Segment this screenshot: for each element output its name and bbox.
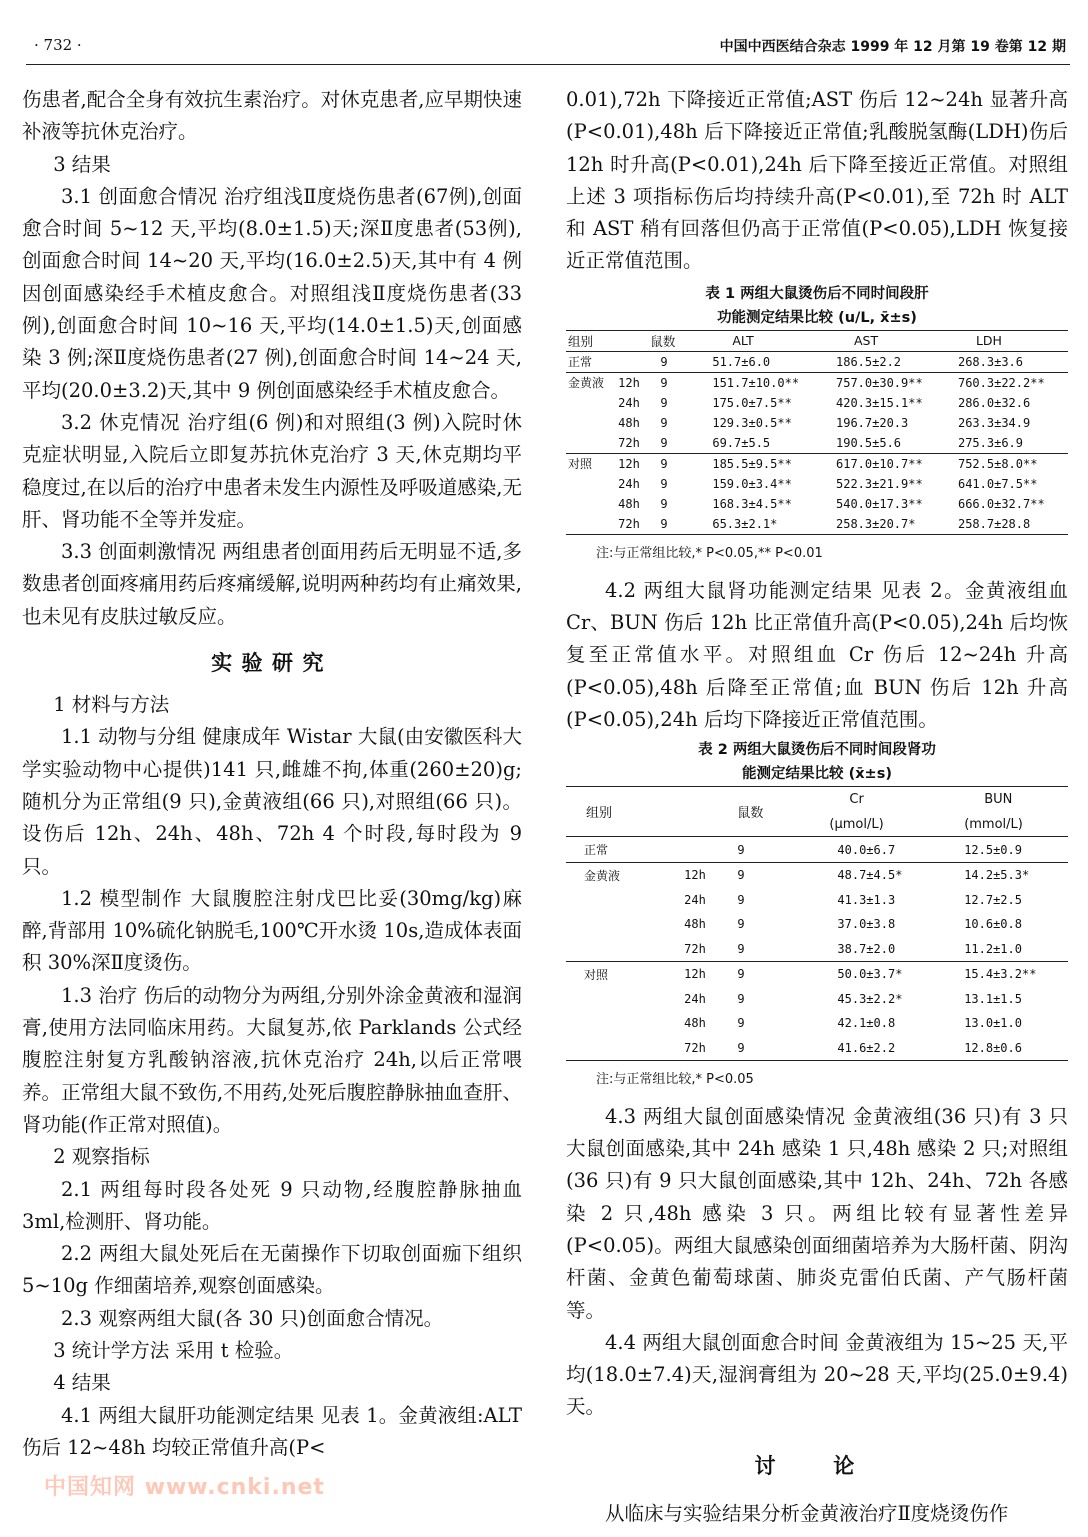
table-cell: 185.5±9.5**	[692, 453, 824, 474]
table-cell	[566, 393, 616, 413]
table-cell	[566, 494, 616, 514]
table-cell: 正常	[584, 843, 609, 858]
table-cell: 72h	[682, 1035, 735, 1060]
table-cell: 752.5±8.0**	[946, 453, 1068, 474]
table-row	[566, 887, 1068, 912]
table-cell	[566, 474, 616, 494]
cnki-watermark: 中国知网 www.cnki.net	[44, 1475, 325, 1500]
table-cell: 9	[648, 514, 692, 535]
table-cell: 258.7±28.8	[946, 514, 1068, 535]
table-header: 鼠数	[648, 330, 692, 351]
table-row	[566, 393, 1068, 413]
table-cell: 9	[737, 892, 745, 907]
table-row	[566, 912, 1068, 937]
table-cell: 13.0±1.0	[964, 1016, 1022, 1031]
table-cell: 540.0±17.3**	[836, 496, 923, 511]
table-cell: 金黄液	[566, 862, 682, 887]
table-kidney-function	[566, 786, 1068, 1061]
table-cell: 186.5±2.2	[836, 354, 902, 369]
table-cell: 65.3±2.1*	[692, 514, 824, 535]
heading-methods: 1 材料与方法	[53, 693, 170, 717]
paragraph-discussion: 从临床与实验结果分析金黄液治疗Ⅱ度烧烫伤作	[605, 1501, 1009, 1525]
table-cell: 11.2±1.0	[964, 941, 1022, 956]
table-cell	[566, 887, 682, 912]
table-cell: 263.3±34.9	[957, 415, 1031, 430]
table-row	[566, 453, 1068, 474]
table-row	[566, 372, 1068, 393]
table-cell: 286.0±32.6	[957, 395, 1031, 410]
table-cell: 9	[660, 476, 668, 491]
table-cell	[566, 1035, 682, 1060]
table-cell: 12h	[682, 862, 735, 887]
table1-caption-line1: 表 1 两组大鼠烫伤后不同时间段肝	[705, 285, 929, 302]
section-heading-results: 3 结果	[53, 152, 111, 176]
table-cell: 9	[735, 961, 799, 986]
table-cell: 38.7±2.0	[837, 941, 896, 956]
page-number: · 732 ·	[34, 36, 82, 54]
table-unit: (mmol/L)	[934, 812, 1068, 837]
table-row	[566, 494, 1068, 514]
table-cell: 72h	[616, 514, 648, 535]
table-cell: 48h	[684, 1016, 706, 1031]
table-cell: 10.6±0.8	[964, 917, 1022, 932]
paragraph-4-2: 4.2 两组大鼠肾功能测定结果 见表 2。金黄液组血 Cr、BUN 伤后 12h 比正常值升高(P<0.05),24h 后均恢复至正常值水平。对照组血 Cr 伤后 12~24h 升高(P<0.05),48h 后降至正常值;血 BUN 伤后 12h 升高(P<0.05),24h 后均下降接近正常值范围。	[566, 578, 1068, 731]
table-cell: 129.3±0.5**	[712, 415, 792, 430]
table-cell: 9	[660, 435, 668, 450]
table-row	[566, 514, 1068, 535]
table-cell: 41.6±2.2	[799, 1035, 934, 1060]
table-cell: 24h	[618, 476, 640, 491]
table-row	[566, 1035, 1068, 1060]
table-row	[566, 1011, 1068, 1036]
table2-note: 注:与正常组比较,* P<0.05	[596, 1071, 754, 1087]
table-cell: 14.2±5.3*	[934, 862, 1068, 887]
table-cell: 金黄液	[566, 372, 616, 393]
table-cell: 9	[737, 991, 745, 1006]
table-cell: 159.0±3.4**	[712, 476, 792, 491]
heading-observation: 2 观察指标	[53, 1145, 150, 1169]
table-header: 鼠数	[735, 787, 799, 837]
table-cell: 12.8±0.6	[934, 1035, 1068, 1060]
table1-caption-line2: 功能测定结果比较 (u/L, x̄±s)	[717, 309, 917, 326]
table-cell: 50.0±3.7*	[799, 961, 934, 986]
table-cell: 12h	[616, 372, 648, 393]
table-cell: 190.5±5.6	[836, 435, 902, 450]
table-cell: 40.0±6.7	[837, 842, 896, 857]
table-row	[566, 433, 1068, 454]
table-cell: 9	[737, 941, 745, 956]
table-cell: 对照	[566, 961, 682, 986]
paragraph-1-1: 1.1 动物与分组 健康成年 Wistar 大鼠(由安徽医科大学实验动物中心提供)141 只,雌雄不拘,体重(260±20)g;随机分为正常组(9 只),金黄液组(66 只),对照组(66 只)。设伤后 12h、24h、48h、72h 4 个时段,每时段为 9 只。	[22, 725, 522, 878]
table-cell: 24h	[684, 892, 706, 907]
table-cell: 对照	[566, 453, 616, 474]
table2-caption-line2: 能测定结果比较 (x̄±s)	[742, 766, 892, 783]
table-cell: 48h	[618, 496, 640, 511]
table-cell: 正常	[568, 355, 593, 370]
table-cell: 72h	[618, 435, 640, 450]
journal-citation: 中国中西医结合杂志 1999 年 12 月第 19 卷第 12 期	[719, 39, 1066, 55]
table-cell: 12h	[616, 453, 648, 474]
paragraph-4-3: 4.3 两组大鼠创面感染情况 金黄液组(36 只)有 3 只大鼠创面感染,其中 24h 感染 1 只,48h 感染 2 只;对照组(36 只)有 9 只大鼠创面感染,其中 12h、24h、72h 各感染 2 只,48h 感染 3 只。两组比较有显著性差异(P<0.05)。两组大鼠感染创面细菌培养为大肠杆菌、阴沟杆菌、金黄色葡萄球菌、肺炎克雷伯氏菌、产气肠杆菌等。	[566, 1104, 1068, 1322]
table-cell: 48h	[618, 415, 640, 430]
table-header: ALT	[692, 330, 824, 351]
left-column	[22, 84, 522, 1464]
table-liver-function	[566, 330, 1068, 535]
table-header: Cr	[799, 787, 934, 812]
table-cell: 760.3±22.2**	[946, 372, 1068, 393]
table-cell: 72h	[684, 941, 706, 956]
table-row	[566, 936, 1068, 961]
paragraph-2-2: 2.2 两组大鼠处死后在无菌操作下切取创面痂下组织 5~10g 作细菌培养,观察创面感染。	[22, 1242, 522, 1298]
table-row	[566, 862, 1068, 887]
table-cell: 69.7±5.5	[712, 435, 771, 450]
table-cell: 258.3±20.7*	[824, 514, 946, 535]
table-cell: 37.0±3.8	[837, 917, 896, 932]
table-cell: 41.3±1.3	[837, 892, 896, 907]
table-cell: 12h	[682, 961, 735, 986]
table-cell: 9	[660, 354, 668, 369]
table-cell: 24h	[618, 395, 640, 410]
table-row	[566, 474, 1068, 494]
table-cell	[616, 351, 648, 372]
table-cell: 42.1±0.8	[837, 1016, 896, 1031]
paragraph-3-2: 3.2 休克情况 治疗组(6 例)和对照组(3 例)入院时休克症状明显,入院后立即复苏抗休克治疗 3 天,休克期均平稳度过,在以后的治疗中患者未发生内源性及呼吸道感染,无肝、肾功能不全等并发症。	[22, 410, 522, 531]
paragraph-3-3: 3.3 创面刺激情况 两组患者创面用药后无明显不适,多数患者创面疼痛用药后疼痛缓解,说明两种药均有止痛效果,也未见有皮肤过敏反应。	[22, 540, 522, 628]
table-cell	[682, 837, 735, 863]
paragraph-2-3: 2.3 观察两组大鼠(各 30 只)创面愈合情况。	[61, 1306, 444, 1330]
table-header: 组别	[566, 330, 648, 351]
table1-note: 注:与正常组比较,* P<0.05,** P<0.01	[596, 545, 823, 561]
table-cell: 522.3±21.9**	[836, 476, 923, 491]
table-cell: 9	[648, 453, 692, 474]
table-cell: 9	[737, 1016, 745, 1031]
table-cell: 51.7±6.0	[712, 354, 771, 369]
heading-results-4: 4 结果	[53, 1371, 111, 1395]
table-cell: 168.3±4.5**	[712, 496, 792, 511]
header-rule	[26, 64, 1070, 65]
table-cell: 175.0±7.5**	[712, 395, 792, 410]
section-title-experiment: 实验研究	[211, 651, 333, 676]
table-cell: 9	[735, 862, 799, 887]
table-row	[566, 351, 1068, 372]
table2-caption-line1: 表 2 两组大鼠烫伤后不同时间段肾功	[698, 742, 936, 759]
table-cell: 24h	[684, 991, 706, 1006]
table-cell: 9	[648, 372, 692, 393]
table-header: LDH	[946, 330, 1068, 351]
section-title-discussion: 讨 论	[754, 1453, 880, 1478]
paragraph-1-3: 1.3 治疗 伤后的动物分为两组,分别外涂金黄液和湿润膏,使用方法同临床用药。大鼠复苏,依 Parklands 公式经腹腔注射复方乳酸钠溶液,抗休克治疗 24h,以后正常喂养。正常组大鼠不致伤,不用药,处死后腹腔静脉抽血查肝、肾功能(作正常对照值)。	[22, 983, 522, 1136]
right-column	[566, 84, 1068, 1530]
table-row	[566, 986, 1068, 1011]
table-header: 组别	[566, 787, 735, 837]
table-cell: 275.3±6.9	[957, 435, 1023, 450]
table-cell: 48h	[684, 917, 706, 932]
table-cell	[566, 433, 616, 454]
paragraph-3-1: 3.1 创面愈合情况 治疗组浅Ⅱ度烧伤患者(67例),创面愈合时间 5~12 天,平均(8.0±1.5)天;深Ⅱ度患者(53例),创面愈合时间 14~20 天,平均(16.0±2.5)天,其中有 4 例因创面感染经手术植皮愈合。对照组浅Ⅱ度烧伤患者(33例),创面愈合时间 10~16 天,平均(14.0±1.5)天,创面感染 3 例;深Ⅱ度烧伤患者(27 例),创面愈合时间 14~24 天,平均(20.0±3.2)天,其中 9 例创面感染经手术植皮愈合。	[22, 184, 522, 402]
table-cell: 151.7±10.0**	[692, 372, 824, 393]
paragraph: 伤患者,配合全身有效抗生素治疗。对休克患者,应早期快速补液等抗休克治疗。	[22, 88, 522, 144]
paragraph-2-1: 2.1 两组每时段各处死 9 只动物,经腹腔静脉抽血 3ml,检测肝、肾功能。	[22, 1177, 522, 1233]
heading-statistics: 3 统计学方法 采用 t 检验。	[53, 1338, 294, 1362]
table-cell: 12.7±2.5	[964, 892, 1022, 907]
table-cell	[566, 514, 616, 535]
table-cell: 9	[735, 1035, 799, 1060]
table-cell: 48.7±4.5*	[799, 862, 934, 887]
table-row	[566, 837, 1068, 863]
table-cell: 9	[660, 395, 668, 410]
table-cell: 196.7±20.3	[836, 415, 909, 430]
table-header: BUN	[934, 787, 1068, 812]
paragraph-continued: 0.01),72h 下降接近正常值;AST 伤后 12~24h 显著升高(P<0.01),48h 后下降接近正常值;乳酸脱氢酶(LDH)伤后 12h 时升高(P<0.01),24h 后下降至接近正常值。对照组上述 3 项指标伤后均持续升高(P<0.01),至 72h 时 ALT 和 AST 稍有回落但仍高于正常值(P<0.05),LDH 恢复接近正常值范围。	[566, 88, 1068, 273]
paragraph-4-4: 4.4 两组大鼠创面愈合时间 金黄液组为 15~25 天,平均(18.0±7.4)天,湿润膏组为 20~28 天,平均(25.0±9.4)天。	[566, 1330, 1068, 1419]
table-cell: 268.3±3.6	[957, 354, 1023, 369]
running-header	[34, 34, 1066, 58]
table-row	[566, 413, 1068, 433]
table-cell: 666.0±32.7**	[957, 496, 1045, 511]
table-header: AST	[824, 330, 946, 351]
table-cell: 9	[737, 842, 745, 857]
table-cell: 13.1±1.5	[964, 991, 1022, 1006]
table-cell: 9	[737, 917, 745, 932]
table-unit: (μmol/L)	[799, 812, 934, 837]
paragraph-4-1: 4.1 两组大鼠肝功能测定结果 见表 1。金黄液组:ALT 伤后 12~48h 均较正常值升高(P<	[22, 1403, 522, 1459]
table-cell: 9	[660, 415, 668, 430]
table-cell: 420.3±15.1**	[836, 395, 923, 410]
table-cell: 45.3±2.2*	[837, 991, 903, 1006]
table-cell: 12.5±0.9	[964, 842, 1022, 857]
table-cell	[566, 986, 682, 1011]
table-cell: 9	[660, 496, 668, 511]
table-row	[566, 961, 1068, 986]
table-cell	[566, 936, 682, 961]
table-cell: 617.0±10.7**	[824, 453, 946, 474]
table-cell	[566, 912, 682, 937]
table-cell: 15.4±3.2**	[934, 961, 1068, 986]
table-cell	[566, 1011, 682, 1036]
paragraph-1-2: 1.2 模型制作 大鼠腹腔注射戊巴比妥(30mg/kg)麻醉,背部用 10%硫化钠脱毛,100℃开水烫 10s,造成体表面积 30%深Ⅱ度烫伤。	[22, 886, 522, 975]
table-cell: 757.0±30.9**	[824, 372, 946, 393]
table-cell: 641.0±7.5**	[957, 476, 1038, 491]
table-cell	[566, 413, 616, 433]
